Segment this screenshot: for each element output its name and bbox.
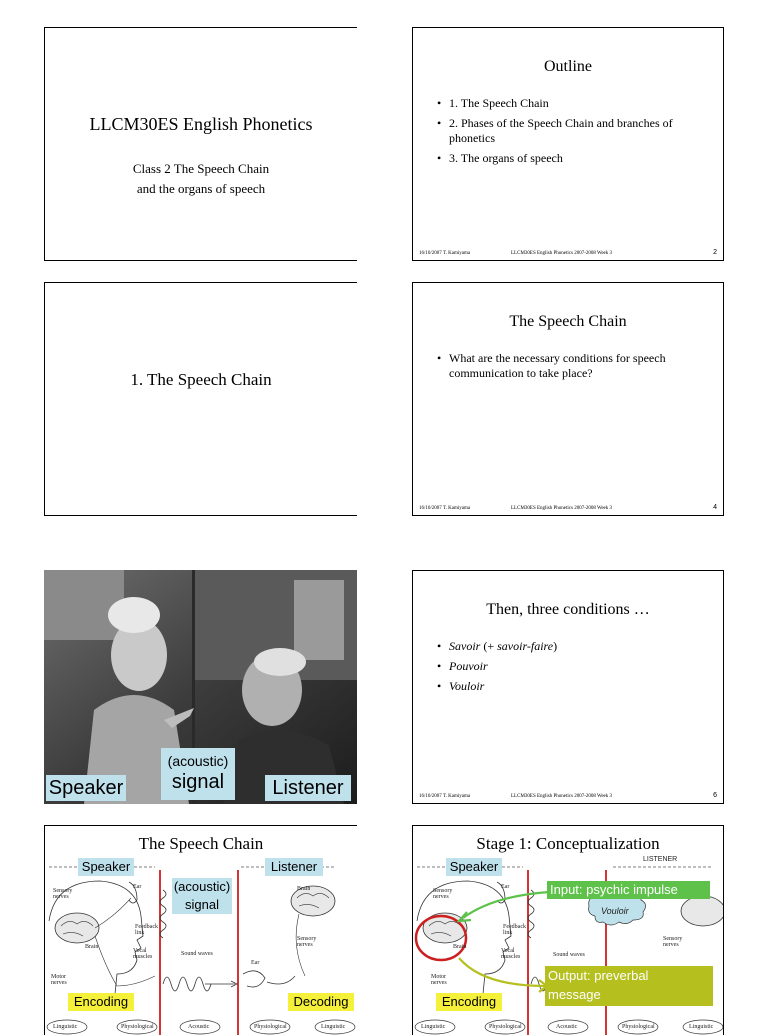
list-item bbox=[435, 679, 707, 694]
vouloir-text: Vouloir bbox=[449, 679, 485, 693]
vouloir-cloud-label: Vouloir bbox=[601, 906, 629, 916]
slide-speech-chain-diagram bbox=[44, 825, 357, 1035]
slide-heading: The Speech Chain bbox=[138, 834, 264, 853]
list-item: • 3. The organs of speech bbox=[435, 151, 707, 166]
class-subtitle-line1: Class 2 The Speech Chain bbox=[132, 161, 270, 176]
ear-label: Ear bbox=[133, 884, 142, 890]
slide-outline bbox=[412, 27, 724, 261]
physiological-label: Physiological bbox=[489, 1024, 522, 1030]
slide-title bbox=[44, 27, 357, 261]
pouvoir-text: Pouvoir bbox=[449, 659, 488, 673]
linguistic-label: Linguistic bbox=[53, 1024, 78, 1030]
class-subtitle-line2: and the organs of speech bbox=[136, 181, 266, 196]
sensory-nerves-label: Sensory nerves bbox=[53, 888, 73, 900]
footer-course: LLCM30ES English Phonetics 2007-2008 Week 3 bbox=[511, 506, 613, 511]
signal-tag bbox=[172, 878, 232, 914]
footer-date-author: 16/10/2007 T. Kamiyama bbox=[419, 506, 471, 511]
sound-waves-label: Sound waves bbox=[553, 952, 585, 958]
slide-heading: Then, three conditions … bbox=[486, 601, 650, 618]
listener-heading: LISTENER bbox=[643, 856, 678, 863]
physiological-label-2: Physiological bbox=[254, 1024, 287, 1030]
page-number: 6 bbox=[713, 792, 717, 799]
page-number: 4 bbox=[713, 504, 717, 511]
conditions-list bbox=[435, 639, 707, 699]
slide-section bbox=[44, 282, 357, 516]
list-item bbox=[435, 659, 707, 674]
sensory-nerves-label: Sensory nerves bbox=[433, 888, 453, 900]
linguistic-label: Linguistic bbox=[421, 1024, 446, 1030]
encoding-tag: Encoding bbox=[68, 993, 134, 1011]
listener-tag: Listener bbox=[265, 858, 323, 876]
motor-nerves-label: Motor nerves bbox=[431, 974, 447, 986]
slide-three-conditions bbox=[412, 570, 724, 804]
brain-label: Brain bbox=[85, 944, 99, 950]
listener-sensory-label: Sensory nerves bbox=[297, 936, 317, 948]
footer-course: LLCM30ES English Phonetics 2007-2008 Week 3 bbox=[511, 794, 613, 799]
outline-list bbox=[435, 96, 707, 171]
output-line1: Output: preverbal bbox=[548, 968, 649, 983]
sound-waves-label: Sound waves bbox=[181, 951, 213, 957]
acoustic-label: (acoustic) bbox=[167, 753, 229, 769]
signal-label bbox=[161, 748, 235, 800]
output-line2: message bbox=[548, 987, 601, 1002]
slide-heading: The Speech Chain bbox=[509, 313, 627, 330]
signal-word: signal bbox=[171, 771, 225, 793]
listener-sensory-label: Sensory nerves bbox=[663, 936, 683, 948]
ear-label: Ear bbox=[501, 884, 510, 890]
motor-nerves-label: Motor nerves bbox=[51, 974, 67, 986]
close-paren-text: ) bbox=[553, 639, 558, 653]
slide-stage1-conceptualization bbox=[412, 825, 724, 1035]
linguistic-label-2: Linguistic bbox=[321, 1024, 346, 1030]
acoustic-level-label: Acoustic bbox=[188, 1024, 210, 1030]
decoding-tag: Decoding bbox=[288, 993, 354, 1011]
encoding-tag: Encoding bbox=[436, 993, 502, 1011]
listener-ear-label: Ear bbox=[251, 960, 260, 966]
list-item: • 1. The Speech Chain bbox=[435, 96, 707, 111]
vocal-muscles-label: Vocal muscles bbox=[501, 948, 521, 960]
vocal-muscles-label: Vocal muscles bbox=[133, 948, 153, 960]
list-item: • What are the necessary conditions for speech communication to take place? bbox=[435, 351, 683, 381]
savoir-faire-text: savoir-faire bbox=[497, 639, 554, 653]
course-title: LLCM30ES English Phonetics bbox=[89, 114, 313, 134]
acoustic-text: (acoustic) bbox=[173, 879, 231, 894]
plus-text: (+ bbox=[480, 639, 498, 653]
savoir-text: Savoir bbox=[449, 639, 481, 653]
slide-heading: Stage 1: Conceptualization bbox=[476, 834, 660, 853]
signal-text: signal bbox=[185, 897, 219, 912]
slide-speech-chain-question bbox=[412, 282, 724, 516]
footer-date-author: 16/10/2007 T. Kamiyama bbox=[419, 794, 471, 799]
input-tag: Input: psychic impulse bbox=[547, 881, 710, 899]
feedback-link-label: Feedback link bbox=[503, 924, 526, 936]
brain-label: Brain bbox=[453, 944, 467, 950]
footer-date-author: 16/10/2007 T. Kamiyama bbox=[419, 251, 471, 256]
listener-label: Listener bbox=[265, 775, 351, 801]
speaker-tag: Speaker bbox=[78, 858, 134, 876]
speaker-tag: Speaker bbox=[446, 858, 502, 876]
physiological-label: Physiological bbox=[121, 1024, 154, 1030]
speaker-label: Speaker bbox=[46, 775, 126, 801]
slide-heading: Outline bbox=[544, 58, 592, 75]
question-list bbox=[435, 351, 683, 386]
listener-brain-label: Brain bbox=[297, 886, 311, 892]
physiological-label-2: Physiological bbox=[622, 1024, 655, 1030]
list-item: • 2. Phases of the Speech Chain and branches of phonetics bbox=[435, 116, 707, 146]
feedback-link-label: Feedback link bbox=[135, 924, 158, 936]
slide-photo bbox=[44, 570, 357, 804]
section-title: 1. The Speech Chain bbox=[130, 370, 272, 389]
list-item bbox=[435, 639, 707, 654]
linguistic-label-2: Linguistic bbox=[689, 1024, 714, 1030]
acoustic-level-label: Acoustic bbox=[556, 1024, 578, 1030]
output-tag bbox=[545, 966, 713, 1006]
page-number: 2 bbox=[713, 249, 717, 256]
footer-course: LLCM30ES English Phonetics 2007-2008 Week 3 bbox=[511, 251, 613, 256]
